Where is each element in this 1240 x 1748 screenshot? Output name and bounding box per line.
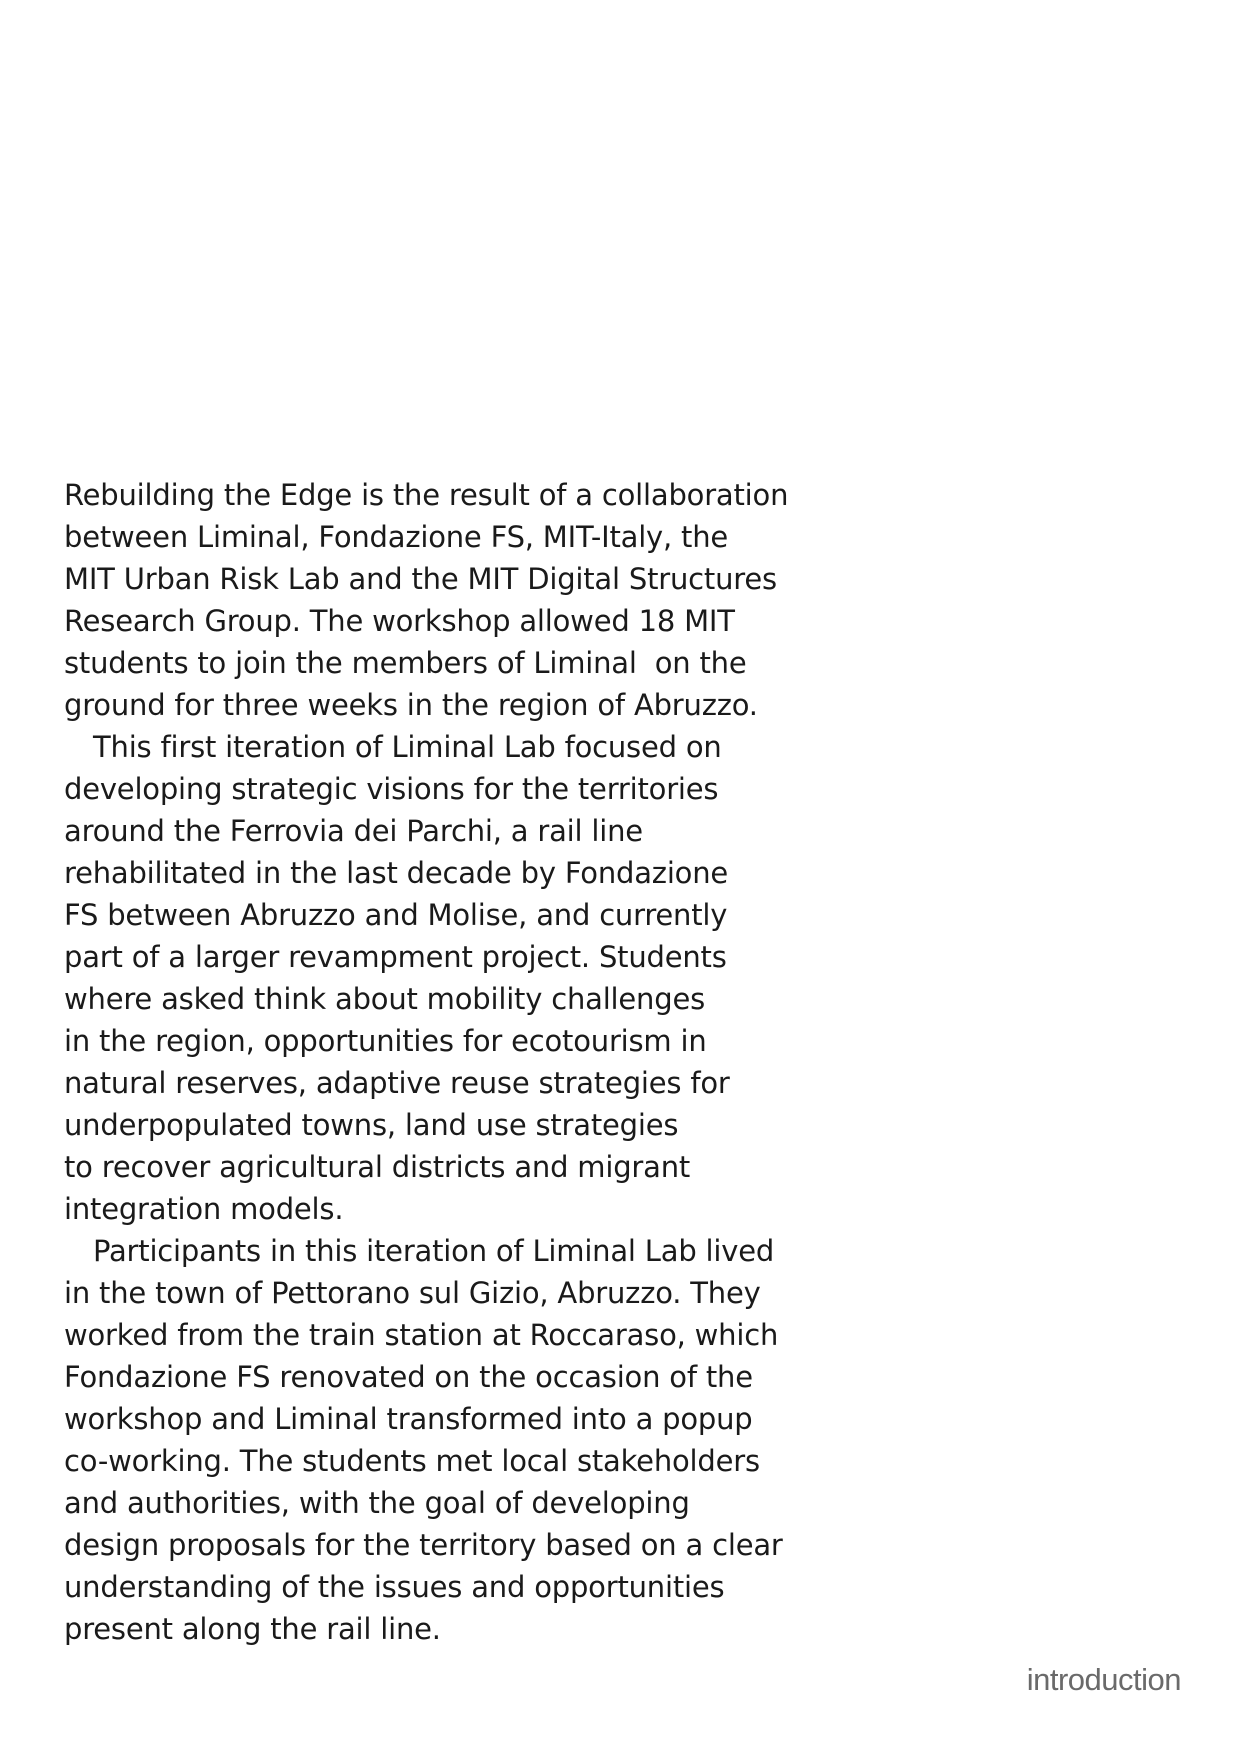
text-line: rehabilitated in the last decade by Fondazione [64,856,729,890]
text-line: around the Ferrovia dei Parchi, a rail line [64,814,643,848]
text-line: in the region, opportunities for ecotourism in [64,1024,707,1058]
text-line: FS between Abruzzo and Molise, and currently [64,898,728,932]
text-line: This first iteration of Liminal Lab focused on [93,730,722,764]
text-line: part of a larger revampment project. Students [64,940,727,974]
paragraph-3 [64,1230,824,1650]
text-line: students to join the members of Liminal on the [64,646,747,680]
paragraph-2 [64,726,824,1230]
text-line: to recover agricultural districts and migrant [64,1150,691,1184]
text-line: Rebuilding the Edge is the result of a collaboration [64,478,789,512]
text-line: MIT Urban Risk Lab and the MIT Digital Structures [64,562,777,596]
text-line: where asked think about mobility challenges [64,982,705,1016]
text-line: co-working. The students met local stakeholders [64,1444,760,1478]
text-line: Fondazione FS renovated on the occasion of the [64,1360,753,1394]
text-line: and authorities, with the goal of developing [64,1486,690,1520]
text-line: ground for three weeks in the region of Abruzzo. [64,688,758,722]
text-line: workshop and Liminal transformed into a popup [64,1402,753,1436]
text-line: understanding of the issues and opportunities [64,1570,725,1604]
text-line: underpopulated towns, land use strategies [64,1108,679,1142]
paragraph-1 [64,474,824,726]
section-label: introduction [1026,1662,1181,1697]
body-text [64,474,824,1650]
text-line: in the town of Pettorano sul Gizio, Abruzzo. They [64,1276,761,1310]
text-line: present along the rail line. [64,1612,441,1646]
text-line: Research Group. The workshop allowed 18 MIT [64,604,735,638]
text-line: natural reserves, adaptive reuse strategies for [64,1066,730,1100]
text-line: Participants in this iteration of Liminal Lab lived [93,1234,775,1268]
text-line: developing strategic visions for the territories [64,772,719,806]
text-line: between Liminal, Fondazione FS, MIT-Italy, the [64,520,729,554]
text-line: design proposals for the territory based on a clear [64,1528,783,1562]
text-line: integration models. [64,1192,344,1226]
text-line: worked from the train station at Roccaraso, which [64,1318,779,1352]
